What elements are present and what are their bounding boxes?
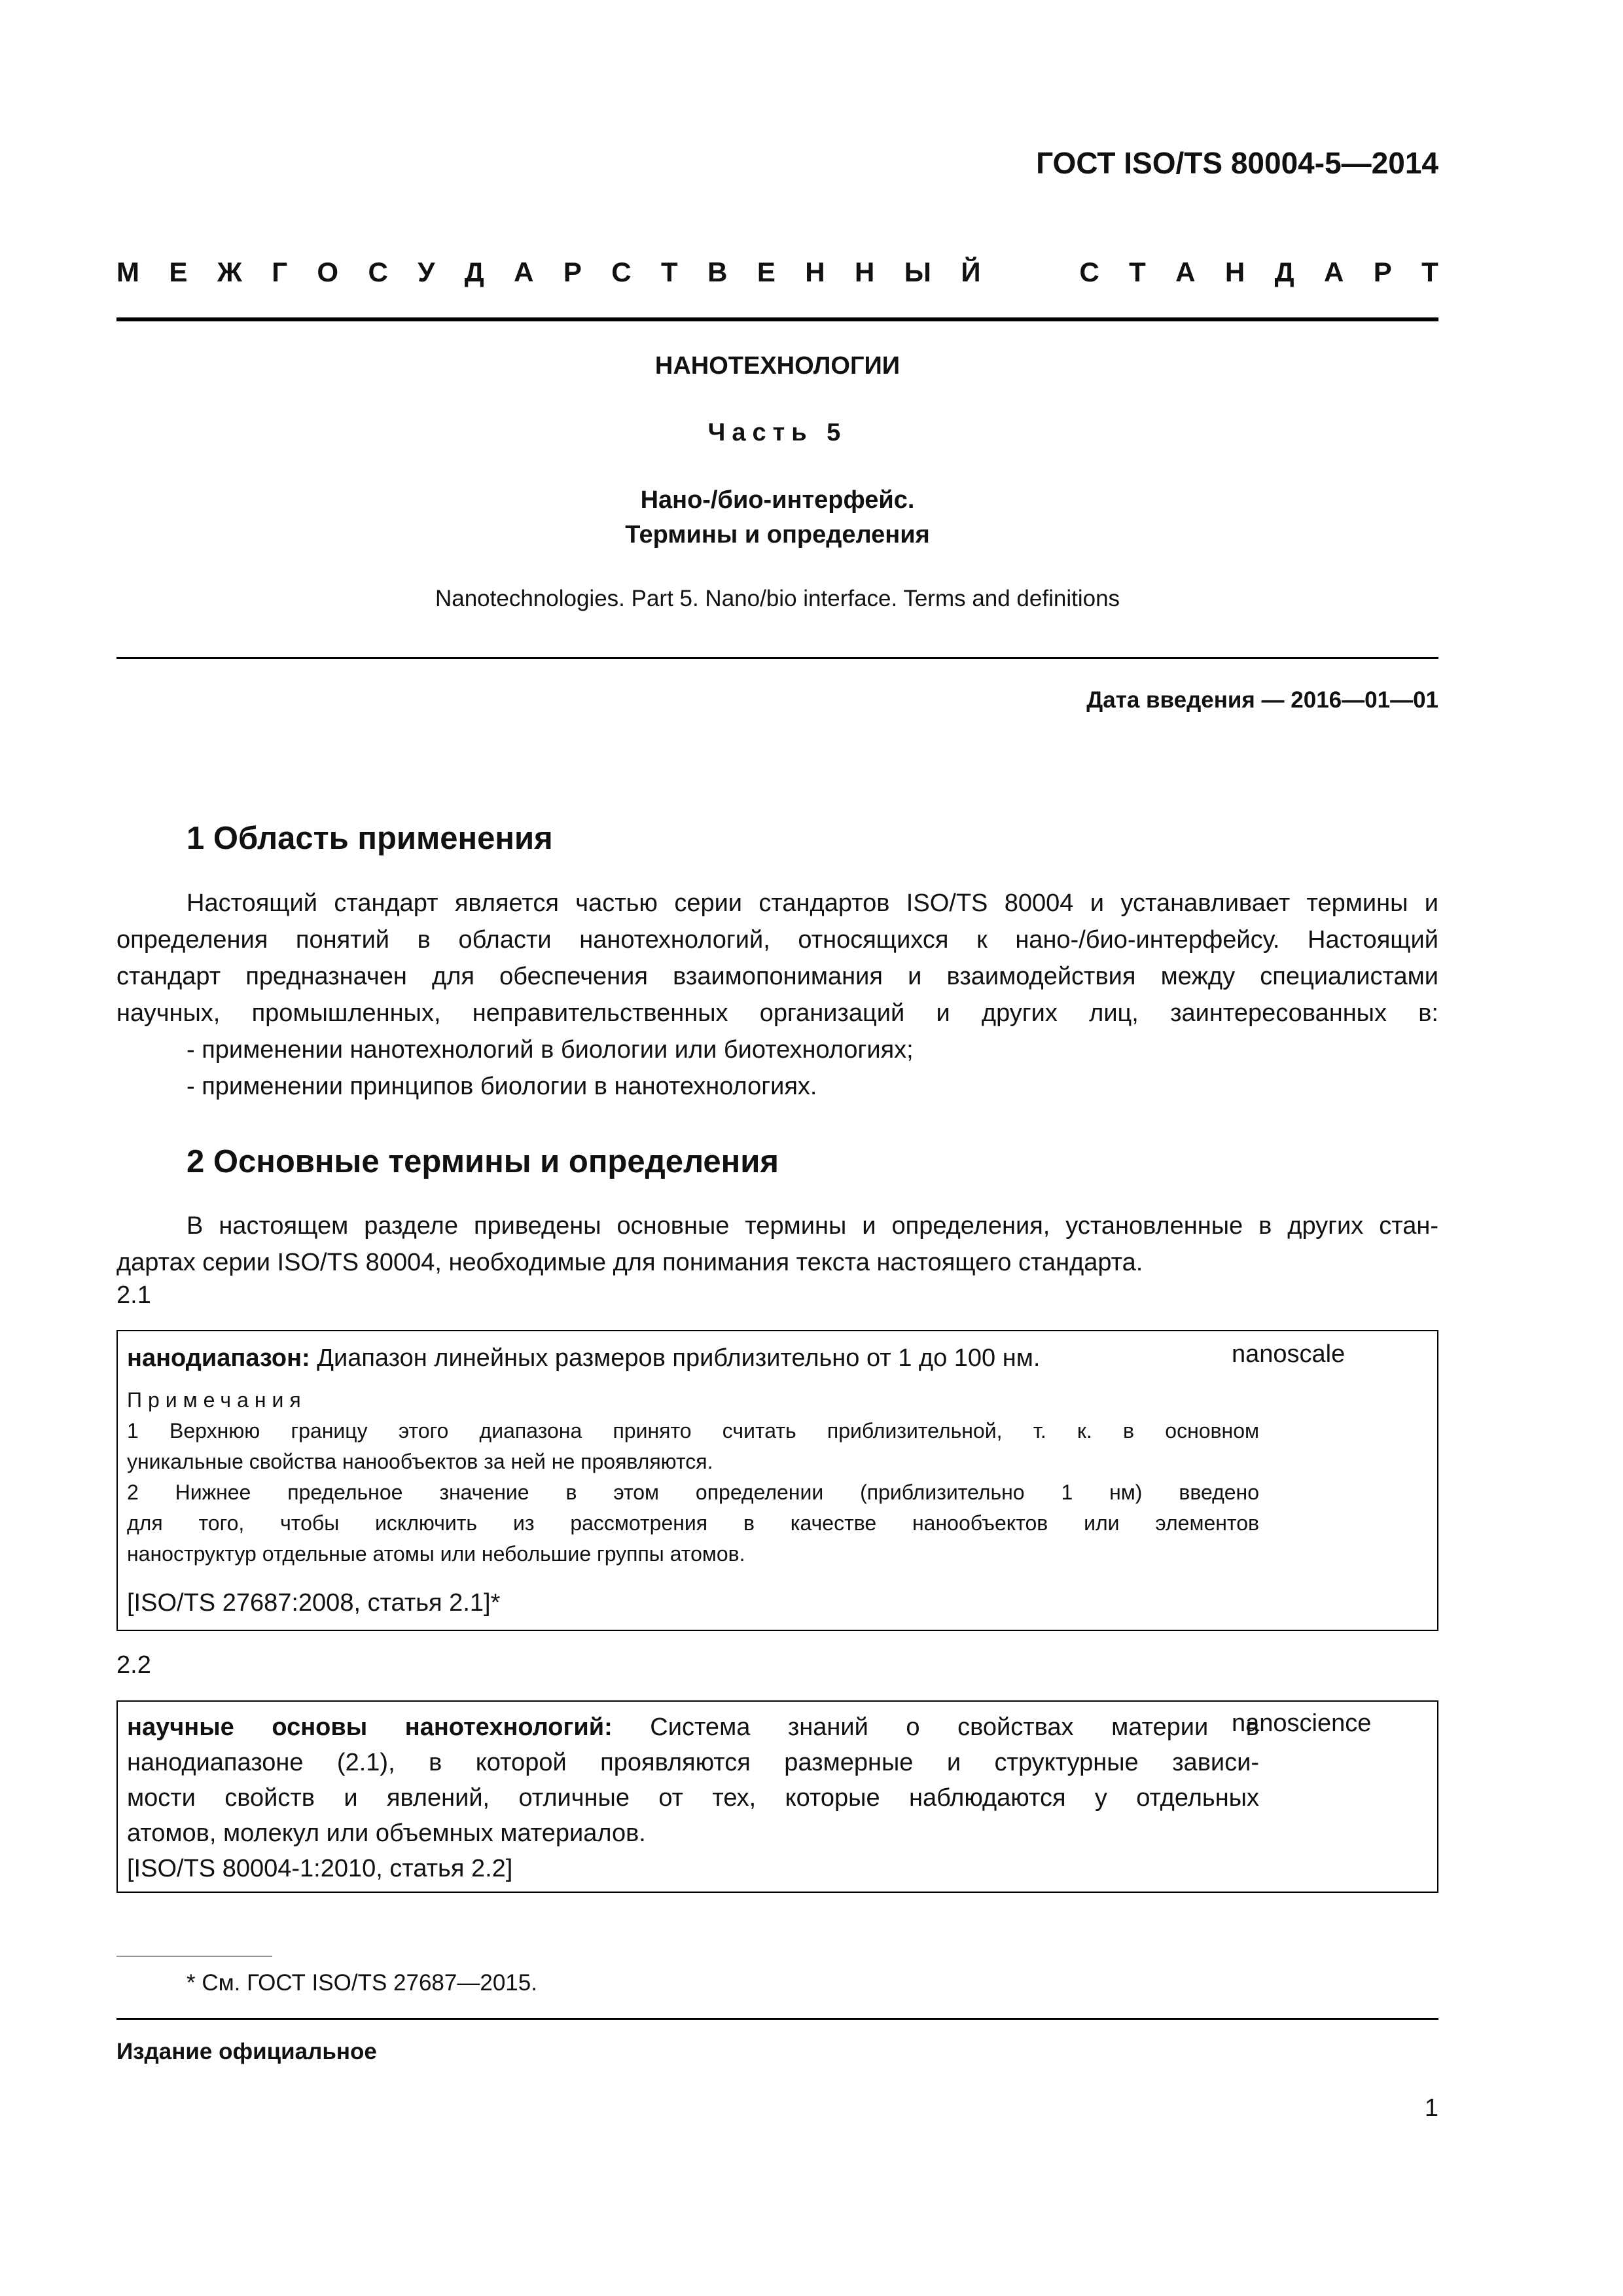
section-1-list-item: - применении принципов биологии в нанотехнологиях.: [187, 1073, 817, 1100]
standard-id: ГОСТ ISO/TS 80004-5—2014: [1036, 146, 1438, 180]
introduction-date: Дата введения — 2016—01—01: [1086, 687, 1438, 713]
term-2-2-definition: [127, 1710, 1259, 1886]
section-1-line: стандарт предназначен для обеспечения взаимопонимания и взаимодействия между специалистами: [116, 963, 1438, 990]
term-2-1-english: nanoscale: [1232, 1340, 1346, 1368]
edition-label: Издание официальное: [116, 2039, 377, 2064]
title-subtitle-line2: Термины и определения: [625, 521, 930, 548]
heading-letter: Н: [805, 257, 825, 287]
note-line: наноструктур отдельные атомы или небольшие группы атомов.: [127, 1542, 745, 1566]
section-1-line: научных, промышленных, неправительственных организаций и других лиц, заинтересованных в:: [116, 999, 1438, 1027]
term-2-1-number: 2.1: [116, 1282, 151, 1309]
term-2-1-source: [127, 1585, 1259, 1621]
term-2-2-term: научные основы нанотехнологий:: [127, 1713, 613, 1741]
term-2-2-source: [ISO/TS 80004-1:2010, статья 2.2]: [127, 1855, 513, 1882]
heading-letter: Р: [563, 257, 582, 287]
title-subtitle-line1: Нано-/био-интерфейс.: [640, 486, 915, 514]
term-2-1-source-text: [ISO/TS 27687:2008, статья 2.1]*: [127, 1589, 501, 1617]
term-2-1-notes-title: Примечания: [127, 1388, 307, 1412]
heading-letter: А: [514, 257, 534, 287]
term-2-1-definition-text: Диапазон линейных размеров приблизительно от 1 до 100 нм.: [310, 1344, 1041, 1372]
heading-letter: О: [317, 257, 339, 287]
heading-letter: Н: [855, 257, 875, 287]
section-2-heading: 2 Основные термины и определения: [187, 1144, 779, 1179]
heading-letter: Т: [1421, 257, 1438, 287]
note-line: для того, чтобы исключить из рассмотрения в качестве нанообъектов или элементов: [127, 1511, 1259, 1535]
heading-letter: Е: [757, 257, 776, 287]
title-english: Nanotechnologies. Part 5. Nano/bio interface. Terms and definitions: [435, 586, 1120, 611]
note-line: 1 Верхнюю границу этого диапазона принято считать приблизительной, т. к. в основном: [127, 1419, 1259, 1443]
standard-kind-heading: [116, 257, 1438, 288]
page-number: 1: [1424, 2094, 1438, 2122]
term-2-1-notes: [127, 1385, 1259, 1570]
heading-letter: А: [1323, 257, 1344, 287]
heading-letter: Ы: [904, 257, 931, 287]
title-divider: [116, 657, 1438, 659]
heading-letter: Т: [1129, 257, 1146, 287]
heading-letter: Н: [1224, 257, 1245, 287]
heading-letter: Г: [272, 257, 288, 287]
footer-divider: [116, 2018, 1438, 2020]
section-2-line: дартах серии ISO/TS 80004, необходимые для понимания текста настоящего стандарта.: [116, 1249, 1143, 1276]
word-gap: [1010, 257, 1050, 288]
heading-letter: Д: [464, 257, 484, 287]
term-2-2-number: 2.2: [116, 1651, 151, 1679]
heading-letter: Ж: [217, 257, 242, 287]
term-2-2-english: nanoscience: [1232, 1710, 1372, 1737]
term-2-2-box: [116, 1700, 1438, 1893]
section-2-line: В настоящем разделе приведены основные термины и определения, установленные в других стан-: [187, 1212, 1438, 1240]
title-main: НАНОТЕХНОЛОГИИ: [654, 352, 901, 380]
section-1-line: Настоящий стандарт является частью серии стандартов ISO/TS 80004 и устанавливает термины и: [187, 889, 1438, 917]
term-2-1-definition: [127, 1340, 1259, 1376]
heading-letter: Д: [1274, 257, 1294, 287]
heading-letter: Р: [1373, 257, 1392, 287]
heading-letter: С: [368, 257, 388, 287]
heading-letter: Й: [961, 257, 981, 287]
heading-letter: С: [611, 257, 632, 287]
footnote-divider: [116, 1956, 272, 1957]
header-divider: [116, 317, 1438, 321]
term-2-2-line: атомов, молекул или объемных материалов.: [127, 1820, 646, 1847]
heading-letter: У: [418, 257, 435, 287]
note-line: 2 Нижнее предельное значение в этом определении (приблизительно 1 нм) введено: [127, 1480, 1259, 1504]
footnote: * См. ГОСТ ISO/TS 27687—2015.: [187, 1970, 537, 1996]
section-1-line: определения понятий в области нанотехнологий, относящихся к нано-/био-интерфейсу. Настоящий: [116, 926, 1438, 954]
term-2-2-line: Система знаний о свойствах материи в: [612, 1713, 1259, 1741]
term-2-1-term: нанодиапазон:: [127, 1344, 310, 1372]
section-1-heading: 1 Область применения: [187, 821, 553, 856]
term-2-1-box: [116, 1330, 1438, 1631]
heading-letter: В: [707, 257, 728, 287]
heading-letter: Е: [169, 257, 188, 287]
heading-letter: Т: [661, 257, 678, 287]
term-2-2-line: нанодиапазоне (2.1), в которой проявляются размерные и структурные зависи-: [127, 1749, 1259, 1776]
heading-letter: М: [116, 257, 139, 287]
section-2-body: [116, 1208, 1438, 1281]
title-part: Часть 5: [707, 419, 847, 446]
section-1-body: [116, 885, 1438, 1105]
note-line: уникальные свойства нанообъектов за ней не проявляются.: [127, 1450, 713, 1473]
section-1-list-item: - применении нанотехнологий в биологии или биотехнологиях;: [187, 1036, 914, 1064]
term-2-2-line: мости свойств и явлений, отличные от тех, которые наблюдаются у отдельных: [127, 1784, 1259, 1812]
heading-letter: С: [1079, 257, 1099, 287]
heading-letter: А: [1175, 257, 1196, 287]
